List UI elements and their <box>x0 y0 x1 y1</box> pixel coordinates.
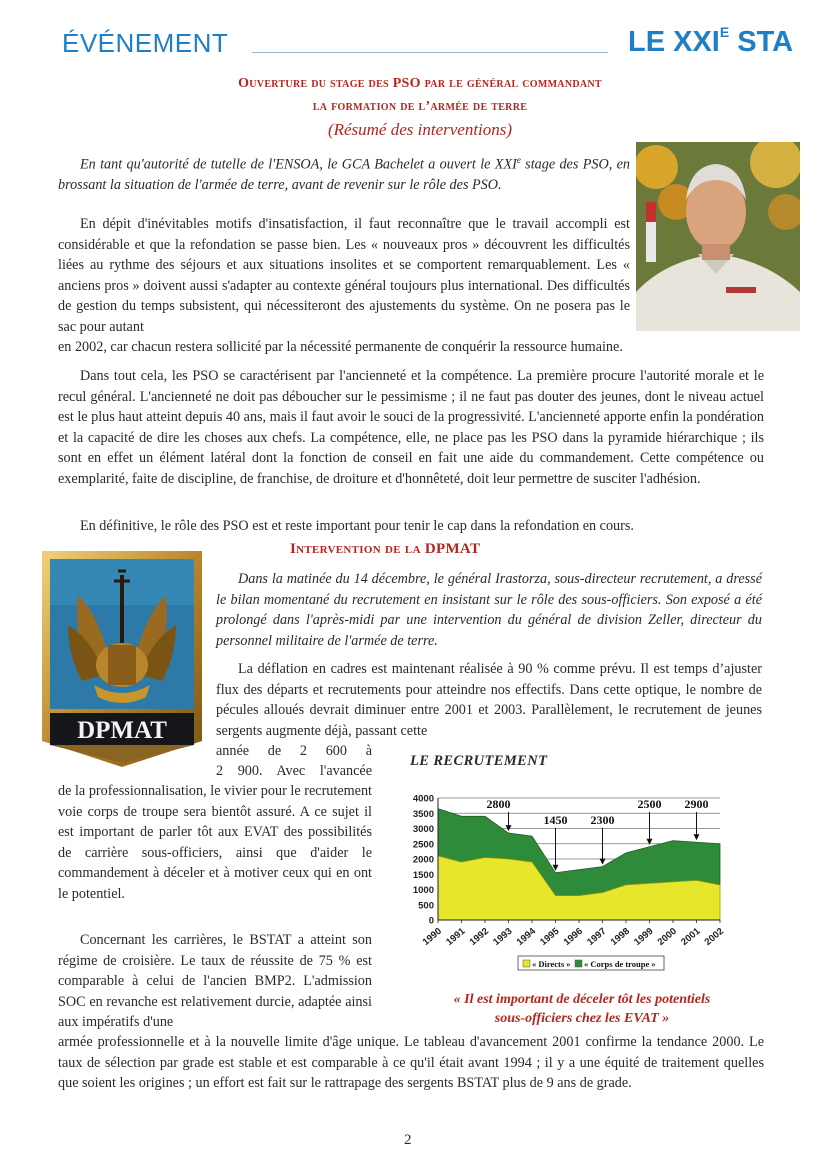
x-tick-label: 1994 <box>514 925 538 948</box>
annotation-label: 2900 <box>684 797 709 811</box>
x-tick-label: 1992 <box>467 925 491 948</box>
pull-quote <box>404 990 760 1028</box>
x-tick-label: 1997 <box>585 925 609 948</box>
x-tick-label: 1993 <box>491 925 515 948</box>
portrait-illustration <box>636 142 800 331</box>
dpmat-badge <box>38 545 206 769</box>
paragraph-4c: de la professionnalisation, le vivier pour le recrutement voie corps de troupe sera bientôt assuré. A ce sujet il est important de parler tôt aux EVAT des possibilités de carrière sous-officiers, ainsi que d'aider le commandement à déceler et à motiver ceux qui en ont le potentiel. <box>58 783 372 902</box>
legend-swatch-directs <box>523 960 530 967</box>
y-tick-label: 1500 <box>412 869 434 881</box>
y-tick-label: 2000 <box>412 854 434 866</box>
section-header: ÉVÉNEMENT <box>62 28 229 58</box>
x-tick-label: 1991 <box>444 925 468 948</box>
article-subtitle: (Résumé des interventions) <box>327 120 513 139</box>
badge-label: DPMAT <box>77 717 167 744</box>
running-header-suffix: STA <box>729 26 794 58</box>
chart-title: LE RECRUTEMENT <box>410 753 548 769</box>
paragraph-1: En dépit d'inévitables motifs d'insatisfaction, il faut reconnaître que le travail accompli est considérable et que la refondation se passe bien. Les « nouveaux pros » découvrent les difficultés liées au rythme des séjours et aux situations insolites et se comportent remarquablement. Les « anciens pros » doivent aussi s'adapter au contexte général toujours plus international. Des difficultés de gestion du temps subsistent, qui nécessiteront des ajustements du système. On ne posera pas le sac pour autant <box>58 216 630 335</box>
paragraph-1-end: en 2002, car chacun restera sollicité par la nécessité permanente de conquérir la ressource humaine. <box>58 339 623 355</box>
dpmat-intro: Dans la matinée du 14 décembre, le général Irastorza, sous-directeur recrutement, a dressé le bilan momentané du recrutement en insistant sur le rôle des sous-officiers. Son exposé a été prolongé dans l'après-midi par une intervention du général de division Zeller, directeur du personnel militaire de l'armée de terre. <box>216 571 762 649</box>
y-tick-label: 4000 <box>412 793 434 805</box>
x-tick-label: 1998 <box>608 925 632 948</box>
recruitment-chart <box>398 782 770 987</box>
pull-quote-line2: sous-officiers chez les EVAT » <box>494 1011 670 1026</box>
running-header <box>628 26 793 59</box>
section-heading-dpmat: Intervention de la DPMAT <box>290 541 481 557</box>
legend-label-corps: « Corps de troupe » <box>584 959 656 969</box>
paragraph-5a: Concernant les carrières, le BSTAT a atteint son régime de croisière. Le taux de réussite de 75 % est comparable à celui de l'ancien BMP2. L'admission SOC en revanche est relativement durcie, adaptée ainsi aux impératifs d'une <box>58 932 372 1030</box>
x-tick-label: 2000 <box>655 925 679 948</box>
paragraph-4b-line2: 2 900. Avec l'avancée <box>216 763 372 779</box>
annotation-label: 2800 <box>486 797 511 811</box>
pull-quote-line1: « Il est important de déceler tôt les potentiels <box>453 992 711 1007</box>
x-tick-label: 1995 <box>538 925 562 948</box>
running-header-sup: E <box>719 24 730 41</box>
y-tick-label: 2500 <box>412 839 434 851</box>
intro-text-pre: En tant qu'autorité de tutelle de l'ENSOA, le GCA Bachelet a ouvert le XXI <box>80 156 517 173</box>
annotation-label: 2300 <box>590 813 615 827</box>
x-tick-label: 1996 <box>561 925 585 948</box>
x-tick-label: 2002 <box>702 925 726 948</box>
x-tick-label: 1990 <box>420 925 444 948</box>
y-tick-label: 3000 <box>412 824 434 835</box>
legend-label-directs: « Directs » <box>532 959 571 969</box>
intro-text-post: stage des PSO, en brossant la situation de l'armée de terre, avant de revenir sur le rôle des PSO. <box>58 156 630 194</box>
intro-paragraph <box>58 150 630 196</box>
y-tick-label: 0 <box>428 915 434 927</box>
article-title-line2: la formation de l’armée de terre <box>312 99 528 114</box>
y-tick-label: 3500 <box>412 808 434 820</box>
legend-swatch-corps <box>575 960 582 967</box>
paragraph-2: Dans tout cela, les PSO se caractérisent par l'ancienneté et la compétence. La première procure l'autorité morale et le recul général. L'ancienneté ne doit pas déboucher sur le pessimisme ; il ne faut pas douter des jeunes, dont le niveau actuel est le plus haut atteint depuis 40 ans, mais il faut avoir le souci de la progressivité. L'ancienneté apporte enfin la pondération et la capacité de dire les choses aux chefs. La compétence, elle, ne place pas les PSO dans la pyramide hiérarchique ; ils sont en effet un élément latéral dont la fonction de conseil en fait une aide du commandement. Cette compétence ou exemplarité, faite de discipline, de franchise, de droiture et d'honnêteté, doit leur permettre de susciter l'adhésion. <box>58 368 764 487</box>
dpmat-insignia-icon <box>38 545 206 769</box>
paragraph-4b-line1: année de 2 600 à <box>216 743 372 759</box>
x-tick-label: 2001 <box>679 925 703 948</box>
intro-text-sup: e <box>516 155 521 165</box>
y-tick-label: 500 <box>418 900 434 912</box>
paragraph-5b: armée professionnelle et à la nouvelle limite d'âge unique. Le tableau d'avancement 2001 confirme la tendance 2000. Le taux de sélection par grade est stable et est comparable à ce qu'il était avant 1994 ; il y a une équité de traitement quelles que soient les origines ; un effort est fait sur le rattrapage des sergents BSTAT plus de 9 ans de grade. <box>58 1034 764 1091</box>
page-number: 2 <box>404 1132 412 1148</box>
annotation-label: 1450 <box>543 813 568 827</box>
paragraph-3: En définitive, le rôle des PSO est et reste important pour tenir le cap dans la refondation en cours. <box>80 518 634 534</box>
portrait-photo <box>636 142 800 331</box>
annotation-label: 2500 <box>637 797 662 811</box>
x-tick-label: 1999 <box>632 925 656 948</box>
paragraph-4a: La déflation en cadres est maintenant réalisée à 90 % comme prévu. Il est temps d’ajuster flux des départs et recrutements pour atteindre nos effectifs. Dans cette optique, le nombre de pécules alloués devrait diminuer entre 2001 et 2003. Parallèlement, le recrutement de jeunes sergents augmente déjà, passant cette <box>216 661 762 739</box>
article-title-line1: Ouverture du stage des PSO par le général commandant <box>238 76 602 91</box>
header-rule <box>252 52 608 53</box>
running-header-prefix: LE XXI <box>628 26 720 58</box>
y-tick-label: 1000 <box>412 885 434 896</box>
